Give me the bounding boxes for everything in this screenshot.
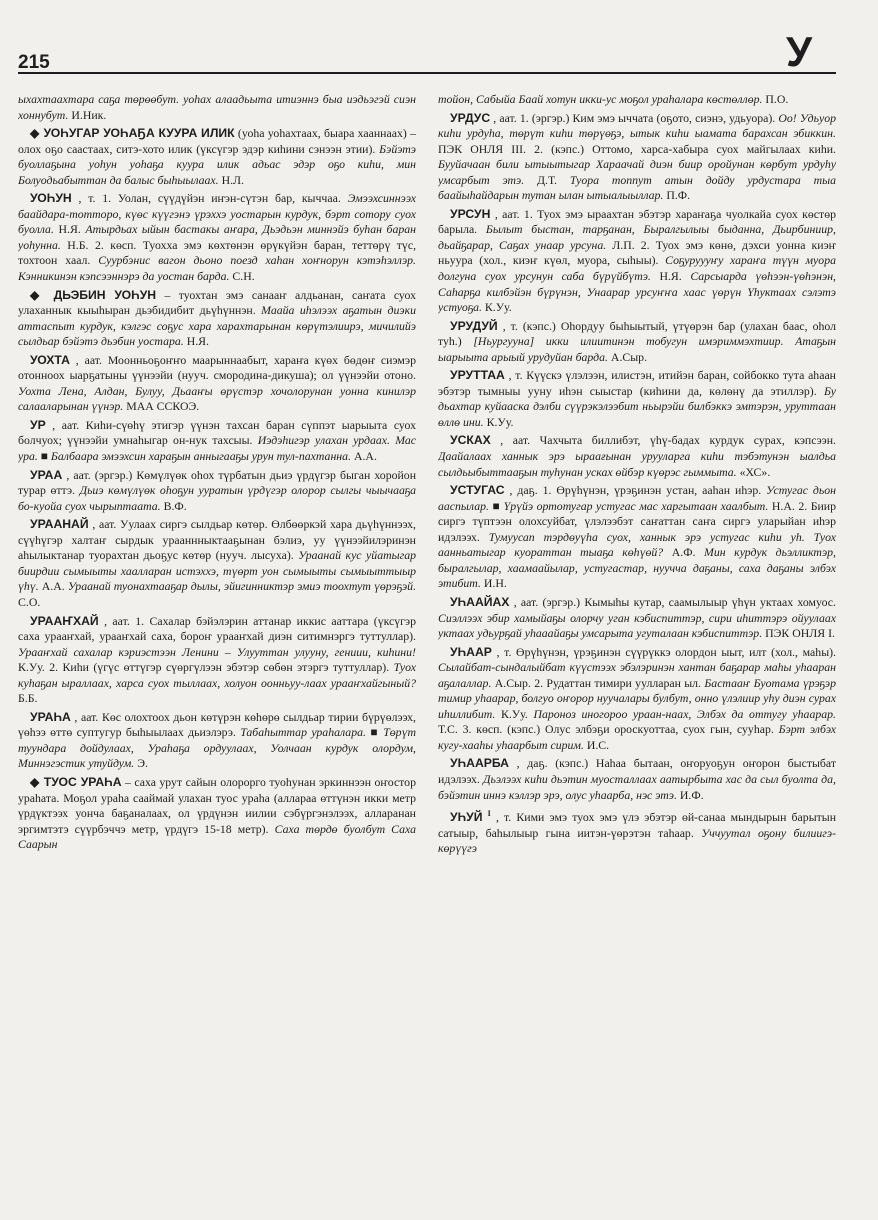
source: Н.Я. [58,222,81,237]
definition: 2. Рудаттан тимири уулларан ыл. [534,675,701,690]
source: ПЭК ОНЛЯ III. [438,141,527,156]
source: И.Ник. [71,107,107,122]
dictionary-entry [438,483,836,592]
headword: УРААНАЙ [30,517,89,532]
definition: , аат. (эргэр.) Кымыһы кутар, саамылыыр үһүн уктаах хомуос. [513,594,836,609]
definition: , аат. 1. Сахалар бэйэлэрин аттанар иккис ааттара (үксүгэр саха урааҥхай, урааҥхай саха, бороҥ урааҥхай диэн ситимнэргэ туттуллар). [18,613,416,644]
dictionary-entry [18,710,416,772]
dictionary-entry [18,191,416,284]
definition: , аат. Киһи-сүөһү этигэр үүнэн тахсан баран сүппэт ыарыыта суох болчуох; үүнээйи умнаһыгар он-нук тахсыы. [18,417,416,448]
source: В.Ф. [163,498,187,513]
dictionary-entry [18,126,416,188]
example: Сылайбат-сындалыйбат күүстээх эбэлэринэн хантан баҕарар маһы уһааран аҕалаллар. [438,660,836,690]
example: Туора топпут атын дойду урдустара тыа баайыһайдарын тутан ылан ытыалыыллар. [438,172,836,203]
source: А.Сыр. [494,675,531,690]
headword: УРУТТАА [450,368,505,383]
dictionary-entry [18,92,416,123]
example: Соҕуруууҥу хараҥа түүн муора долгуна суох урсунун саба бүрүйбүтэ. [438,253,836,284]
example: Урааҥхай сахалар кэриэстээн Ленини – Улууттан улууну, гениии, киһини! [18,644,416,659]
dictionary-entry [438,433,836,480]
example: Уччуутал оҕону билиигэ-көрүүгэ [438,825,836,856]
source: Н.Я. [659,269,682,284]
dictionary-entry [438,595,836,642]
example: [Ньургууна] икки илиитинэн тобугун имэриммэхтиир. Атаҕын ыарыыта арыый урудуйан барда. [438,334,836,364]
headword: УРУДУЙ [450,318,498,333]
dictionary-entry [438,92,836,108]
headword: УОҺУН [30,191,72,206]
dictionary-entry [18,517,416,610]
dictionary-entry [438,319,836,366]
definition: 2. көсп. Туохха эмэ көхтөнэн өрүкүйэн баран, теттөрү түс, тохтоон хаал. [18,237,416,268]
example: Сарсыарда үөһээн-үөһэнэн, Саһарҕа килбэйэн бүрүнэн, Унаарар урсуҥҥа хаас үөрүн Үһуктаах сэлэтэ устуоҕа. [438,269,836,315]
headword: УҺААРБА [450,756,509,771]
definition: , аат. 1. (эргэр.) Ким эмэ ыччата (оҕото, сиэнэ, удьуора). [493,110,776,125]
source: МАА ССКОЭ. [126,399,200,414]
dictionary-entry [18,353,416,415]
definition: , аат. Көс олохтоох дьон көтүрэн көһөрө сылдьар тирии бүрүөлээх, үөһээ өттө суптугур быһыылаах дьиэлэрэ. [18,709,416,740]
figure-example: ■ Үрүйэ ортотугар устугас мас харгытаан хаалбыт. [492,499,768,513]
example: Суурбэнис вагон дьоно поезд хаһан хоҥнорун кэтэһэллэр. Кэнникинэн кэпсээннэрэ да уостан барда. [18,253,416,284]
source: А.Ф. [671,545,696,560]
source: П.Ф. [666,188,691,203]
definition: , т. Өрүһүнэн, үрэҕинэн сүүрүккэ олордон ыыт, илт (хол., маһы). [496,644,836,659]
example: Тумуусап тэрдөуүһа суох, ханнык эрэ устугас киһи уһ. Туох аанньатыгар куораттан тыаҕа көһүөй? [438,529,836,560]
example: Эмээхсиннээх баайдара-тотторо, күөс күүгэнэ үрэххэ уостарын курдук, бэрт сотору суох буолла. [18,191,416,237]
definition: 3. көсп. (кэпс.) Олус элбэҕи ороскуоттаа, суох гын, сууһар. [462,722,774,737]
headword: УҺААР [450,644,492,659]
example: Оо! Удьуор киһи урдуһа, төрүт киһи төрүөҕэ, ытык киһи ыамата барахсан эбиккин. [438,110,836,141]
headword: УРСУН [450,206,491,221]
source: К.Уу. [500,706,528,721]
definition: , аат. Моонньоҕоҥҥо маарыннаабыт, хараҥа күөх бөдөҥ сиэмэр отонноох ыарҕатыны үүнээйи (нууч. смородина-дикуша); ол үүнээйи отоно. [18,352,416,383]
figure-example: ■ Балбаара эмээхсин хараҕын анныгааҕы урун тул-пахтанна. [41,449,351,463]
source: Н.А. [771,498,795,513]
example: Былыт быстан, тарҕанан, Быралгылыы быданна, Дьирбиниир, дьайҕарар, Саҕах унаар урсуна. [438,222,836,252]
example: Туох куһаҕан ыраллаах, харса суох тыллаах, холуон оонньуу-лаах урааҥхайгыный? [18,660,416,690]
definition: 2. (кэпс.) Оттомо, харса-хабыра суох майгылаах киһи. [534,141,836,156]
source: «ХС». [739,464,771,479]
headword: УОХТА [30,352,70,367]
headword: УРАА [30,467,63,482]
definition: , аат. 1. Туох эмэ ыраахтан эбэтэр хараҥаҕа чуолкайа суох көстөр барыла. [438,206,836,237]
headword: УР [30,417,46,432]
example: Саха төрдө буолбут Саха Саарын [18,821,416,852]
definition: 2. Киһи (үгүс өттүгэр сүөргүлээн эбэтэр сөбөн этэргэ туттуллар). [49,660,390,675]
example: Ураанай кус уйатыгар биирдии сымыыты хаалларан истэххэ, түөрт уон сымыыты сымыыттыыр үһү. [18,548,416,594]
dictionary-entry [18,468,416,515]
source: П.О. [765,92,789,106]
example: Бэйэтэ буоллаҕына уоhун уоhаҕа куура илик адьас эдэр оҕо киһи, мин Болуодьабыттан да балыс быһыылаах. [18,141,416,187]
definition: , даҕ. 1. Өрүһүнэн, үрэҕинэн устан, ааһан иһэр. [509,483,762,498]
subentry-phrase: ◆ ТУОС УРАҺА [30,775,122,789]
definition: , т. Кими эмэ туох эмэ үлэ эбэтэр өй-санаа мындырын барытын сатыыр, баһылыыр гына иитэн-үөрэтэн таһаар. [438,809,836,840]
source: Н.Я. [186,334,209,349]
example: Ураанай туонахтааҕар дылы, эйигинниктэр эмиэ тоохтут үөрэҕэй. [67,579,416,594]
subentry-phrase: ◆ ДЬЭБИН УОҺУН [30,288,156,302]
source: Н.Л. [221,172,244,187]
dictionary-entry [438,368,836,430]
source: А.Сыр. [610,349,648,364]
page-number: 215 [18,52,50,73]
right-column [438,92,836,1214]
dictionary-entry [18,288,416,350]
headword: УРААҤХАЙ [30,613,99,628]
source: С.О. [18,594,41,609]
headword: УСТУГАС [450,483,505,498]
source: А.А. [353,449,377,464]
example: Бууйачаан били ытыытыгар Хараачай диэн биир оройунан көрбут урдуһу умсарбыт этэ. [438,157,836,187]
headword: УСКАХ [450,433,491,448]
definition: – туохтан эмэ санааҥ алдьанан, саҥата суох улаханнык кыыһыран дьэбидибит дьүһүннэн. [18,287,416,318]
example: Уохта Лена, Алдан, Булуу, Дьааҥы өрүстэр хочолорунан уонна кинилэр салааларынан үүнэр. [18,383,416,414]
source: И.С. [586,737,610,752]
example: Маайа иһэлээх аҕатын диэки аттаспыт курдук, кэлгэс соҕус хара харахтарынан көрүтэлиирэ, мичилийэ сылдьар бэйэтэ дьэбин уостара. [18,303,416,349]
headword: УРАҺА [30,709,71,724]
source: С.Н. [232,269,255,284]
source: Д.Т. [537,172,557,187]
figure-example: ■ Төрүт туундара дойдулаах, Ураһаҕа ордуулаах, Уолчаан курдук олордум, Миннэгэстик утуйдум. [18,725,416,770]
example: Табаһыттар ураһалара. [240,725,366,740]
source: А.А. [41,579,65,594]
source: К.Уу. [486,414,514,429]
example: Дьэлээх киһи дьэтин муосталлаах аатырбыта хас да сыл буолта да, бэйэтин иннэ кэллэр эрэ, олус уһаарба, нэс этэ. [438,771,836,802]
headword: УҺААЙАХ [450,594,510,609]
dictionary-entry [18,418,416,465]
source: К.Уу. [18,660,45,675]
dictionary-entry [438,806,836,857]
subentry-phrase: ◆ УОҺУГАР УОҺАҔА КУУРА ИЛИК [30,126,235,140]
example: Дьиэ көмүлүөк оһоҕун ууратын үрдүгэр олорор сылгы чыычааҕа бо-куойа суох чырыптаата. [18,483,416,513]
definition: , т. (кэпс.) Оһордуу быһыытый, үтүөрэн бар (улахан баас, оһол туһ.) [438,318,836,349]
section-letter: У [786,28,813,75]
source: Н.Б. [67,237,89,252]
example: Бастааҥ Буотама үрэҕэр тимир уһаарар, болгуо оҥорор нуучалары булбут, онно үлэлиир уһу диэн сурах иһиллибит. [438,675,836,721]
example: Сиэллээх эбир хамыйаҕы олорчу уган кэбиспиттэр, сири иһиттэрэ ойуулаах уктаах удьурҕай уһааайаҕы умсарыта угуталаан кэбиспиттэр. [438,610,836,641]
example: Иэдэһигэр улахан урдаах. Мас ура. [18,433,416,464]
example: Бэрт элбэх кугу-хааһы уһаарбыт сирим. [438,722,836,752]
source: ПЭК ОНЛЯ I. [765,626,835,641]
source: И.Н. [483,576,507,591]
definition: , т. Күүскэ үлэлээн, илистэн, итийэн баран, сойбокко тута аһаан эбэтэр тымныы ууну иһэн сыыстар (киһини да, көлөнү да этиллэр). [438,368,836,398]
source: И.Ф. [679,787,704,802]
definition: 2. Туох эмэ көнө, дэхси уонна киэҥ ньуура (хол., киэҥ күөл, муора, сыһыы). [438,237,836,268]
definition: – саха урут сайын олорорго туоһунан эркиннээн оҥостор ураһата. Моҕол ураһа сааймай улахан туос ураһа (аллараа өттүнэн икки метр үрдүктээх уонча баҕаналаах, ол үрдүнэн иилии сэбүргэнэлээх, алларанан эргимтэтэ сүүрбэччэ метр, үрдүгэ 15-18 метр). [18,774,416,836]
example: тойон, Сабыйа Баай хотун икки-ус моҕол ураһалара көстөллөр. [438,92,763,106]
headword: УРДУС [450,110,491,125]
example: Даайалаах ханнык эрэ ыраағынан урууларга киһи тэбэтунэн ыалдьа сылдьыбыттааҕын туһунан усках өйбэр күөрэс гыммыта. [438,449,836,479]
headword: УҺУЙ [450,809,483,824]
definition: , аат. (эргэр.) Көмүлүөк оһох түрбатын дьиэ үрдүгэр быган хоройон турар өттэ. [18,467,416,498]
definition: , аат. Уулаах сиргэ сылдьар көтөр. Өлбөөркэй хара дьүһүннээх, сүүһүгэр халтаҥ сырдык урааннныктааҕынан бэлиэ, уу үүнээйилэринэн аһылыктанар туорахтан дьоҕус көтөр (нууч. лысуха). [18,517,416,563]
definition: , аат. Чахчыта биллибэт, үһү-бадах курдук сурах, кэпсээн. [500,433,836,448]
source: К.Уу. [484,300,512,315]
definition: , даҕ. (кэпс.) Наһаа бытаан, оҥоруоҕун оҥорон быстыбат идэлээх. [438,756,836,786]
left-column [18,92,416,1214]
definition: , т. 1. Уолан, сүүдүйэн иҥэн-сүтэн бар, кыччаа. [78,191,341,206]
source: Б.Б. [18,691,38,706]
example: Атырдьах ыйын бастакы аҥара, Дьэдьэн миннэйэ буһан баран уоhунна. [18,222,416,252]
dictionary-entry [438,207,836,316]
source: Т.С. [438,722,458,737]
dictionary-entry [438,111,836,204]
dictionary-entry [18,614,416,707]
definition: (уоhа уоhахтаах, быара хааннаах) – олох оҕо саастаах, ситэ-хото илик (үксүгэр эдэр киһини сэнээн этии). [18,126,416,156]
definition: 2. Биир сиргэ түптээн олохсуйбат, үлэлээбэт саҥаттан саҥа сиргэ уларыйан иһэр идэлээх. [438,498,836,544]
example: Устугас дьон ааспылар. [438,483,836,513]
source: Л.П. [612,237,635,252]
dictionary-entry [438,756,836,803]
homonym-index: I [487,809,491,819]
example: Бу дьахтар куйааска дэлби сүүрэкэлээбит ньырэйи билбэккэ эмтэрэн, уруттаан өллө ини. [438,383,836,429]
example: ыхахтаахтара саҕа төрөөбут. уоhах алаадьыта итиэннэ быа иэдьэгэй сиэн хоннубут. [18,92,416,122]
header-rule [18,72,836,74]
dictionary-entry [438,645,836,754]
source: Э. [137,756,148,771]
example: Мин курдук дьэлликтэр, быралгылар, хаамаайылар, устугастар, нууччa даҕаны, саха даҕаны элбэх этибит. [438,545,836,591]
dictionary-entry [18,775,416,853]
example: Пароноз иногороо ураан-наах, Элбэх да оттугу уһаарар. [533,706,836,721]
